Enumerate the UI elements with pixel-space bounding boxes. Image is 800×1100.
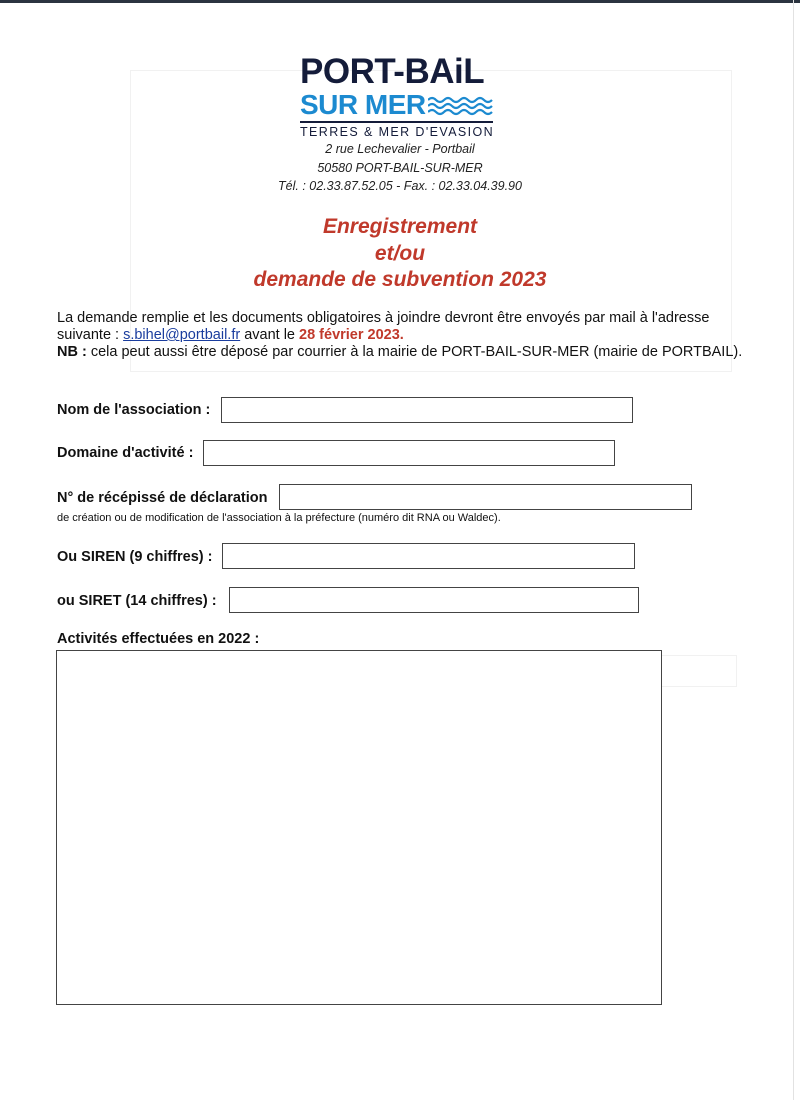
address-street: 2 rue Lechevalier - Portbail <box>325 142 475 156</box>
scan-edge-right <box>793 0 794 1100</box>
logo-divider <box>300 121 493 123</box>
title-line-3: demande de subvention 2023 <box>253 268 547 291</box>
scan-edge-top <box>0 0 800 3</box>
intro-text-2: avant le <box>240 327 300 343</box>
activity-domain-label: Domaine d'activité : <box>57 445 194 461</box>
siret-label: ou SIRET (14 chiffres) : <box>57 593 217 609</box>
address-phone: Tél. : 02.33.87.52.05 - Fax. : 02.33.04.39.90 <box>278 179 522 193</box>
intro-paragraph <box>57 310 747 361</box>
activities-2022-label: Activités effectuées en 2022 : <box>57 631 260 647</box>
email-link[interactable]: s.bihel@portbail.fr <box>123 327 241 343</box>
deadline-date: 28 février 2023. <box>299 327 404 343</box>
logo-subtitle: SUR MER <box>300 89 426 120</box>
association-name-label: Nom de l'association : <box>57 402 211 418</box>
siret-input[interactable] <box>229 587 639 613</box>
activity-domain-input[interactable] <box>203 440 615 466</box>
receipt-number-input[interactable] <box>279 484 692 510</box>
nb-label: NB : <box>57 344 87 360</box>
activities-2022-textarea[interactable] <box>56 650 662 1005</box>
receipt-number-note: de création ou de modification de l'association à la préfecture (numéro dit RNA ou Waldec). <box>57 512 501 524</box>
receipt-number-label: N° de récépissé de déclaration <box>57 490 268 506</box>
title-line-1: Enregistrement <box>322 215 478 238</box>
intro-text-1: La demande remplie et les documents obligatoires à joindre devront être envoyés par mail à l'adresse suivante : <box>57 310 710 343</box>
waves-icon <box>428 96 494 116</box>
address-city: 50580 PORT-BAIL-SUR-MER <box>317 161 483 175</box>
siren-label: Ou SIREN (9 chiffres) : <box>57 549 213 565</box>
siren-input[interactable] <box>222 543 635 569</box>
nb-text: cela peut aussi être déposé par courrier à la mairie de PORT-BAIL-SUR-MER (mairie de PORTBAIL). <box>86 344 743 360</box>
logo-title: PORT-BAiL <box>300 52 485 91</box>
title-line-2: et/ou <box>374 242 426 265</box>
association-name-input[interactable] <box>221 397 633 423</box>
logo-tagline: TERRES & MER D'EVASION <box>300 125 495 139</box>
